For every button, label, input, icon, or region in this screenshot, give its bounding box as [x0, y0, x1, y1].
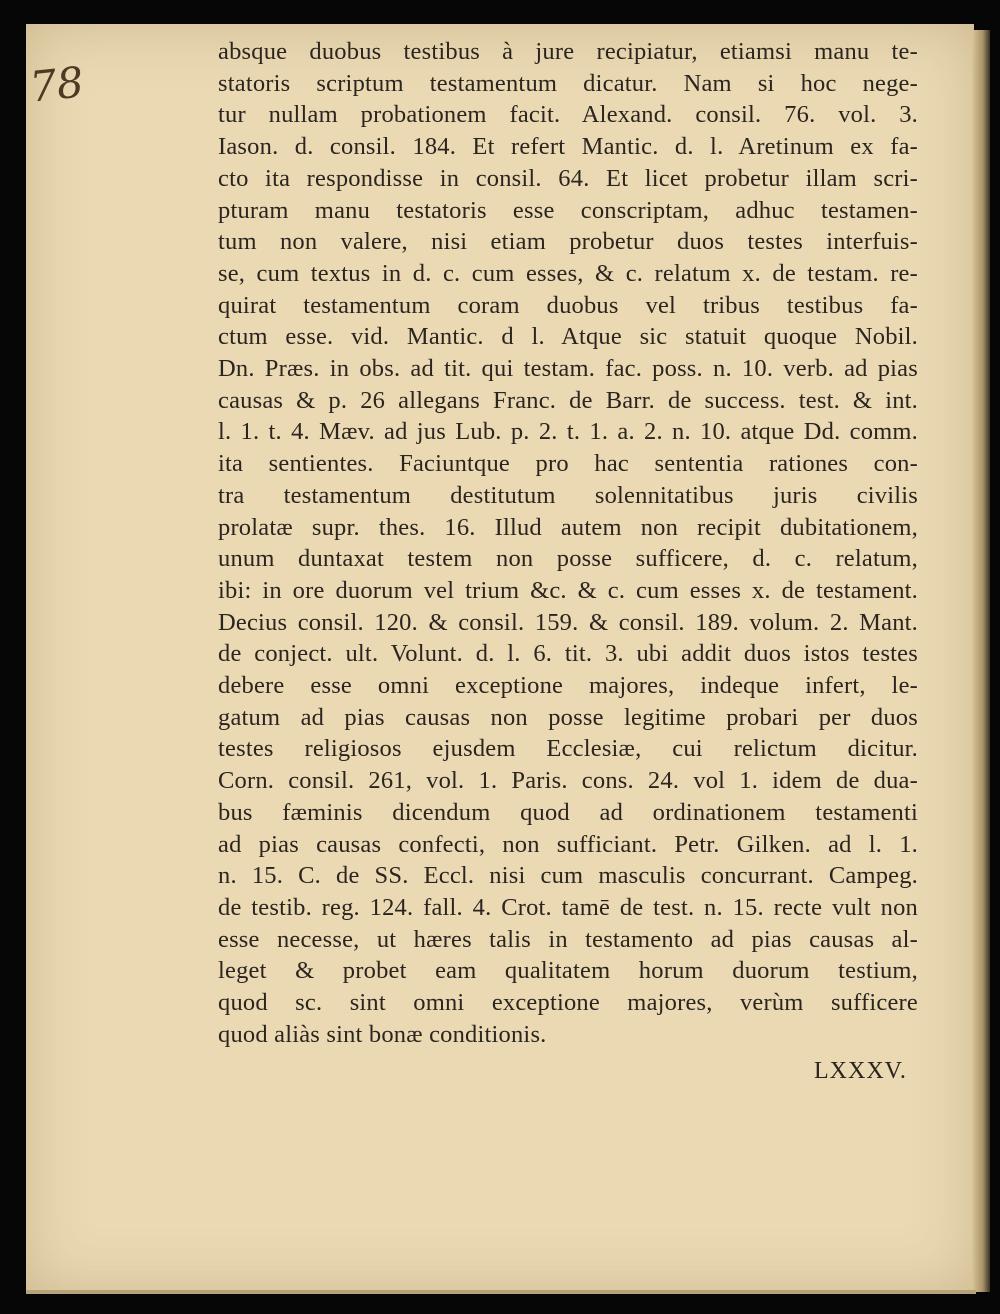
text-line: ibi: in ore duorum vel trium &c. & c. cum esses x. de testament.: [218, 576, 918, 604]
text-line: Dn. Præs. in obs. ad tit. qui testam. fac. poss. n. 10. verb. ad pias: [218, 355, 918, 383]
text-line: causas & p. 26 allegans Franc. de Barr. de success. test. & int.: [218, 386, 918, 414]
text-line: quod sc. sint omni exceptione majores, verùm sufficere: [218, 989, 918, 1017]
text-line: n. 15. C. de SS. Eccl. nisi cum masculis concurrant. Campeg.: [218, 862, 918, 890]
text-line: Decius consil. 120. & consil. 159. & consil. 189. volum. 2. Mant.: [218, 608, 918, 636]
text-line: testes religiosos ejusdem Ecclesiæ, cui relictum dicitur.: [218, 735, 918, 763]
text-line: tra testamentum destitutum solennitatibus juris civilis: [218, 481, 918, 509]
text-line: esse necesse, ut hæres talis in testamento ad pias causas al-: [218, 925, 918, 953]
handwritten-folio-number: 78: [27, 57, 86, 112]
text-line: bus fæminis dicendum quod ad ordinationem testamenti: [218, 798, 918, 826]
text-line: de testib. reg. 124. fall. 4. Crot. tamē de test. n. 15. recte vult non: [218, 893, 918, 921]
text-line: de conject. ult. Volunt. d. l. 6. tit. 3. ubi addit duos istos testes: [218, 640, 918, 668]
page-bottom-edge: [26, 1290, 976, 1294]
text-line: tur nullam probationem facit. Alexand. consil. 76. vol. 3.: [218, 101, 918, 129]
catchword: LXXXV.: [814, 1058, 907, 1084]
text-line: leget & probet eam qualitatem horum duorum testium,: [218, 957, 918, 985]
text-line: quirat testamentum coram duobus vel tribus testibus fa-: [218, 291, 918, 319]
text-line: unum duntaxat testem non posse sufficere, d. c. relatum,: [218, 545, 918, 573]
text-line: absque duobus testibus à jure recipiatur, etiamsi manu te-: [218, 38, 918, 65]
text-line: ctum esse. vid. Mantic. d l. Atque sic statuit quoque Nobil.: [218, 323, 918, 351]
text-line: ad pias causas confecti, non sufficiant. Petr. Gilken. ad l. 1.: [218, 830, 918, 858]
text-line: tum non valere, nisi etiam probetur duos testes interfuis-: [218, 228, 918, 256]
text-line: debere esse omni exceptione majores, indeque infert, le-: [218, 672, 918, 700]
text-line: cto ita respondisse in consil. 64. Et licet probetur illam scri-: [218, 164, 918, 192]
text-line: Corn. consil. 261, vol. 1. Paris. cons. 24. vol 1. idem de dua-: [218, 767, 918, 795]
text-line: Iason. d. consil. 184. Et refert Mantic. d. l. Aretinum ex fa-: [218, 133, 918, 161]
text-line: prolatæ supr. thes. 16. Illud autem non recipit dubitationem,: [218, 513, 918, 541]
text-line: se, cum textus in d. c. cum esses, & c. relatum x. de testam. re-: [218, 259, 918, 287]
body-text: [218, 36, 918, 1051]
text-line: gatum ad pias causas non posse legitime probari per duos: [218, 703, 918, 731]
text-line: statoris scriptum testamentum dicatur. Nam si hoc nege-: [218, 69, 918, 97]
text-line: l. 1. t. 4. Mæv. ad jus Lub. p. 2. t. 1. a. 2. n. 10. atque Dd. comm.: [218, 418, 918, 446]
text-line: pturam manu testatoris esse conscriptam, adhuc testamen-: [218, 196, 918, 224]
text-line: quod aliàs sint bonæ conditionis.: [218, 1020, 547, 1048]
page-edge: [972, 30, 990, 1292]
text-line: ita sentientes. Faciuntque pro hac sententia rationes con-: [218, 450, 918, 478]
